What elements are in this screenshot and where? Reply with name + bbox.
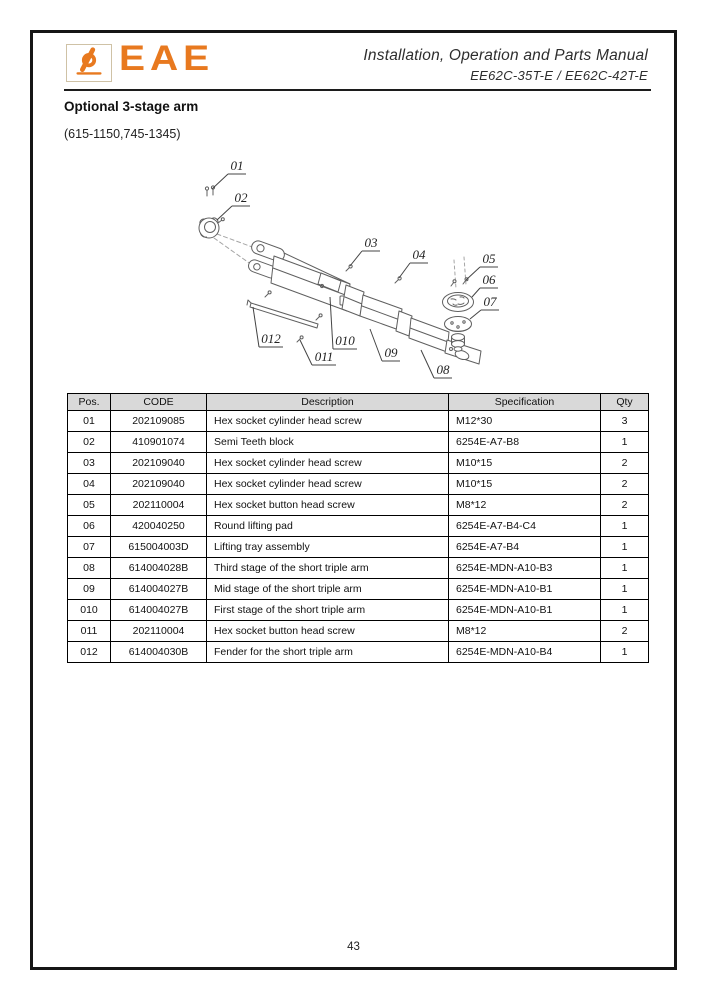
table-cell: 420040250 (111, 516, 207, 537)
table-cell: 1 (601, 558, 649, 579)
callout-leader (300, 340, 312, 365)
model-codes: EE62C-35T-E / EE62C-42T-E (470, 68, 648, 83)
callout-label-08: 08 (436, 362, 450, 377)
table-row (68, 411, 649, 432)
section-subtitle: (615-1150,745-1345) (64, 127, 181, 141)
table-cell: 09 (68, 579, 111, 600)
table-row (68, 642, 649, 663)
callout-leader (472, 288, 480, 297)
table-cell: 2 (601, 495, 649, 516)
table-cell: 6254E-MDN-A10-B1 (449, 579, 601, 600)
table-row (68, 621, 649, 642)
table-cell: 05 (68, 495, 111, 516)
manual-title: Installation, Operation and Parts Manual (363, 47, 648, 64)
table-cell: M12*30 (449, 411, 601, 432)
callout-leader (370, 329, 382, 361)
table-row (68, 516, 649, 537)
table-cell: 6254E-A7-B8 (449, 432, 601, 453)
table-cell: 2 (601, 453, 649, 474)
page-number: 43 (347, 941, 360, 953)
table-cell: 04 (68, 474, 111, 495)
table-cell: Third stage of the short triple arm (207, 558, 449, 579)
logo-wordmark: EAE (119, 39, 215, 78)
callout-leader (421, 350, 434, 378)
axis-lines (454, 257, 466, 289)
round-lifting-pad (443, 293, 474, 312)
callout-label-02: 02 (234, 190, 248, 205)
table-cell: 012 (68, 642, 111, 663)
table-cell: 1 (601, 579, 649, 600)
arm-third-stage (409, 318, 449, 352)
table-cell: 1 (601, 432, 649, 453)
table-cell: 6254E-A7-B4 (449, 537, 601, 558)
table-cell: 410901074 (111, 432, 207, 453)
table-cell: Hex socket button head screw (207, 621, 449, 642)
table-cell: Hex socket button head screw (207, 495, 449, 516)
parts-table (67, 393, 649, 663)
callout-label-03: 03 (364, 235, 378, 250)
table-cell: 3 (601, 411, 649, 432)
eae-logo (66, 44, 112, 82)
callout-leader (466, 267, 480, 280)
table-row (68, 600, 649, 621)
table-cell: 202110004 (111, 621, 207, 642)
column-header-description: Description (207, 394, 449, 411)
table-cell: 6254E-MDN-A10-B4 (449, 642, 601, 663)
callout-label-09: 09 (384, 345, 398, 360)
table-row (68, 558, 649, 579)
table-row (68, 432, 649, 453)
table-row (68, 495, 649, 516)
column-header-specification: Specification (449, 394, 601, 411)
screw-04 (395, 277, 401, 283)
table-cell: 6254E-MDN-A10-B1 (449, 600, 601, 621)
table-cell: 03 (68, 453, 111, 474)
table-cell: M10*15 (449, 474, 601, 495)
column-header-qty: Qty (601, 394, 649, 411)
table-cell: Hex socket cylinder head screw (207, 453, 449, 474)
table-cell: 2 (601, 621, 649, 642)
table-cell: Lifting tray assembly (207, 537, 449, 558)
table-cell: Fender for the short triple arm (207, 642, 449, 663)
table-cell: 614004030B (111, 642, 207, 663)
section-title: Optional 3-stage arm (64, 99, 199, 114)
callout-leader (253, 307, 259, 347)
callout-label-01: 01 (230, 158, 244, 173)
callout-leader (470, 310, 481, 319)
table-row (68, 579, 649, 600)
table-cell: 615004003D (111, 537, 207, 558)
callout-label-05: 05 (482, 251, 496, 266)
table-cell: First stage of the short triple arm (207, 600, 449, 621)
header-divider (64, 89, 651, 91)
table-cell: 6254E-A7-B4-C4 (449, 516, 601, 537)
callout-label-011: 011 (314, 349, 334, 364)
table-cell: 1 (601, 516, 649, 537)
table-cell: 08 (68, 558, 111, 579)
arm-mid-stage (360, 295, 402, 330)
table-cell: 011 (68, 621, 111, 642)
column-header-code: CODE (111, 394, 207, 411)
callout-leader (212, 174, 228, 189)
table-cell: 02 (68, 432, 111, 453)
table-row (68, 537, 649, 558)
table-cell: 07 (68, 537, 111, 558)
table-cell: 202110004 (111, 495, 207, 516)
table-cell: Hex socket cylinder head screw (207, 411, 449, 432)
column-header-pos: Pos. (68, 394, 111, 411)
page-border-frame (30, 30, 677, 970)
arm-first-stage (271, 253, 350, 311)
eae-logo-icon (67, 45, 111, 81)
table-cell: 06 (68, 516, 111, 537)
table-cell: M10*15 (449, 453, 601, 474)
callout-label-04: 04 (412, 247, 426, 262)
table-cell: 1 (601, 600, 649, 621)
construction-lines (214, 234, 255, 265)
table-row (68, 474, 649, 495)
callout-leader (217, 206, 232, 220)
callout-label-010: 010 (335, 333, 355, 348)
callout-label-07: 07 (483, 294, 497, 309)
table-cell: 010 (68, 600, 111, 621)
table-cell: Round lifting pad (207, 516, 449, 537)
table-cell: Semi Teeth block (207, 432, 449, 453)
exploded-arm-diagram (60, 145, 620, 395)
table-cell: M8*12 (449, 495, 601, 516)
table-row (68, 453, 649, 474)
table-cell: 202109085 (111, 411, 207, 432)
callout-leader (399, 263, 410, 278)
table-header-row (68, 394, 649, 411)
table-cell: Mid stage of the short triple arm (207, 579, 449, 600)
table-cell: 202109040 (111, 453, 207, 474)
table-cell: 614004028B (111, 558, 207, 579)
table-cell: 202109040 (111, 474, 207, 495)
table-cell: 1 (601, 642, 649, 663)
table-cell: 1 (601, 537, 649, 558)
callout-label-012: 012 (261, 331, 281, 346)
callout-label-06: 06 (482, 272, 496, 287)
table-cell: 01 (68, 411, 111, 432)
table-cell: 6254E-MDN-A10-B3 (449, 558, 601, 579)
table-cell: M8*12 (449, 621, 601, 642)
table-cell: 614004027B (111, 579, 207, 600)
table-cell: 2 (601, 474, 649, 495)
screw-03 (346, 265, 352, 271)
callout-leader (350, 251, 362, 266)
table-cell: Hex socket cylinder head screw (207, 474, 449, 495)
table-cell: 614004027B (111, 600, 207, 621)
header-titles (363, 47, 648, 83)
